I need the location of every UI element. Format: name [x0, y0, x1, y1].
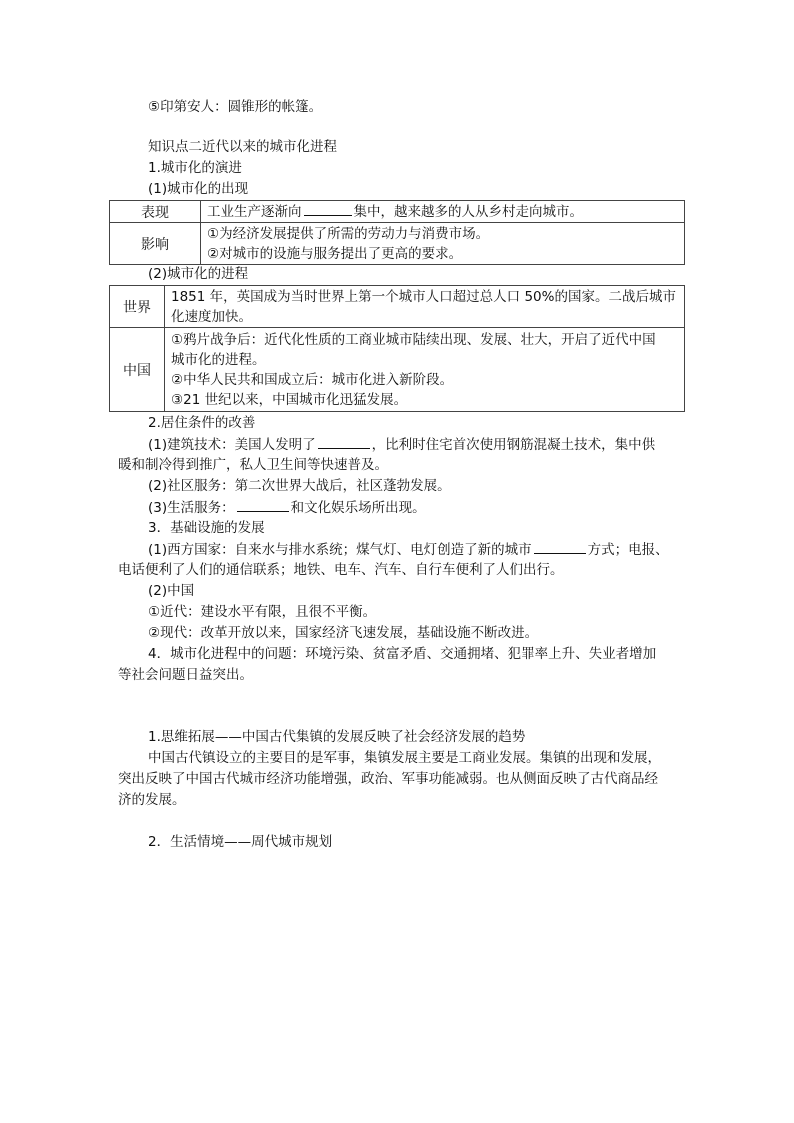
- extension-1-line-1: 中国古代镇设立的主要目的是军事，集镇发展主要是工商业发展。集镇的出现和发展，: [148, 750, 661, 766]
- para-2-3: [148, 497, 426, 518]
- extension-1-line-2: 突出反映了中国古代城市经济功能增强，政治、军事功能减弱。也从侧面反映了古代商品经: [118, 771, 658, 787]
- heading-1-1: (1)城市化的出现: [148, 181, 249, 197]
- heading-1: 1.城市化的演进: [148, 160, 242, 176]
- table1-impact-line-2: ②对城市的设施与服务提出了更高的要求。: [207, 245, 463, 262]
- table2-cell-china: [165, 328, 685, 412]
- table2-china-line-4: ③21 世纪以来，中国城市化迅猛发展。: [171, 391, 408, 408]
- para-3-2-a: ①近代：建设水平有限，且很不平衡。: [148, 604, 377, 620]
- fill-blank: [304, 201, 352, 216]
- table2-china-line-1: ①鸦片战争后：近代化性质的工商业城市陆续出现、发展、壮大，开启了近代中国: [171, 331, 656, 348]
- heading-3: 3．基础设施的发展: [148, 520, 265, 536]
- para-2-2: (2)社区服务：第二次世界大战后，社区蓬勃发展。: [148, 478, 451, 494]
- table2-world-line-2: 化速度加快。: [171, 308, 252, 325]
- para-2-3-text-b: 和文化娱乐场所出现。: [290, 500, 426, 516]
- table1-text-a: 工业生产逐渐向: [207, 204, 302, 220]
- para-2-1-text-a: (1)建筑技术：美国人发明了: [148, 437, 316, 453]
- urbanization-emergence-table: [109, 200, 685, 265]
- para-4-line-2: 等社会问题日益突出。: [118, 667, 253, 683]
- table2-label-world: 世界: [110, 286, 165, 328]
- table2-world-line-1: 1851 年，英国成为当时世界上第一个城市人口超过总人口 50%的国家。二战后城市: [171, 288, 676, 305]
- para-2-1-line-1: [148, 434, 655, 455]
- para-3-2-b: ②现代：改革开放以来，国家经济飞速发展，基础设施不断改进。: [148, 625, 539, 641]
- extension-1-line-3: 济的发展。: [118, 792, 186, 808]
- para-3-1-text-a: (1)西方国家：自来水与排水系统；煤气灯、电灯创造了新的城市: [148, 542, 532, 558]
- extension-2-title: 2．生活情境——周代城市规划: [148, 834, 333, 850]
- para-4-line-1: 4．城市化进程中的问题：环境污染、贫富矛盾、交通拥堵、犯罪率上升、失业者增加: [148, 646, 657, 662]
- table1-impact-line-1: ①为经济发展提供了所需的劳动力与消费市场。: [207, 225, 490, 242]
- table2-china-line-3: ②中华人民共和国成立后：城市化进入新阶段。: [171, 371, 454, 388]
- para-3-1-text-b: 方式；电报、: [587, 542, 669, 558]
- fill-blank: [318, 434, 370, 449]
- section-title: 知识点二近代以来的城市化进程: [148, 139, 337, 155]
- table2-cell-world: [165, 286, 685, 328]
- table2-label-china: 中国: [110, 328, 165, 412]
- table2-china-line-2: 城市化的进程。: [171, 351, 266, 368]
- table1-cell-impact: [201, 223, 685, 265]
- para-2-1-text-b: ，比利时住宅首次使用钢筋混凝土技术，集中供: [371, 437, 656, 453]
- para-2-3-text-a: (3)生活服务：: [148, 500, 235, 516]
- heading-2: 2.居住条件的改善: [148, 415, 256, 431]
- para-3-1-line-1: [148, 539, 669, 560]
- fill-blank: [534, 539, 586, 554]
- fill-blank: [237, 497, 289, 512]
- para-2-1-line-2: 暖和制冷得到推广，私人卫生间等快速普及。: [118, 457, 388, 473]
- table1-cell-performance: [201, 201, 685, 223]
- heading-1-2: (2)城市化的进程: [148, 266, 249, 282]
- top-item: ⑤印第安人：圆锥形的帐篷。: [148, 99, 323, 115]
- para-3-1-line-2: 电话便利了人们的通信联系；地铁、电车、汽车、自行车便利了人们出行。: [118, 562, 564, 578]
- extension-1-title: 1.思维拓展——中国古代集镇的发展反映了社会经济发展的趋势: [148, 729, 526, 745]
- para-3-2: (2)中国: [148, 583, 195, 599]
- table1-label-performance: 表现: [110, 201, 201, 223]
- table1-text-b: 集中，越来越多的人从乡村走向城市。: [353, 204, 583, 220]
- urbanization-process-table: [109, 285, 685, 412]
- table1-label-impact: 影响: [110, 223, 201, 265]
